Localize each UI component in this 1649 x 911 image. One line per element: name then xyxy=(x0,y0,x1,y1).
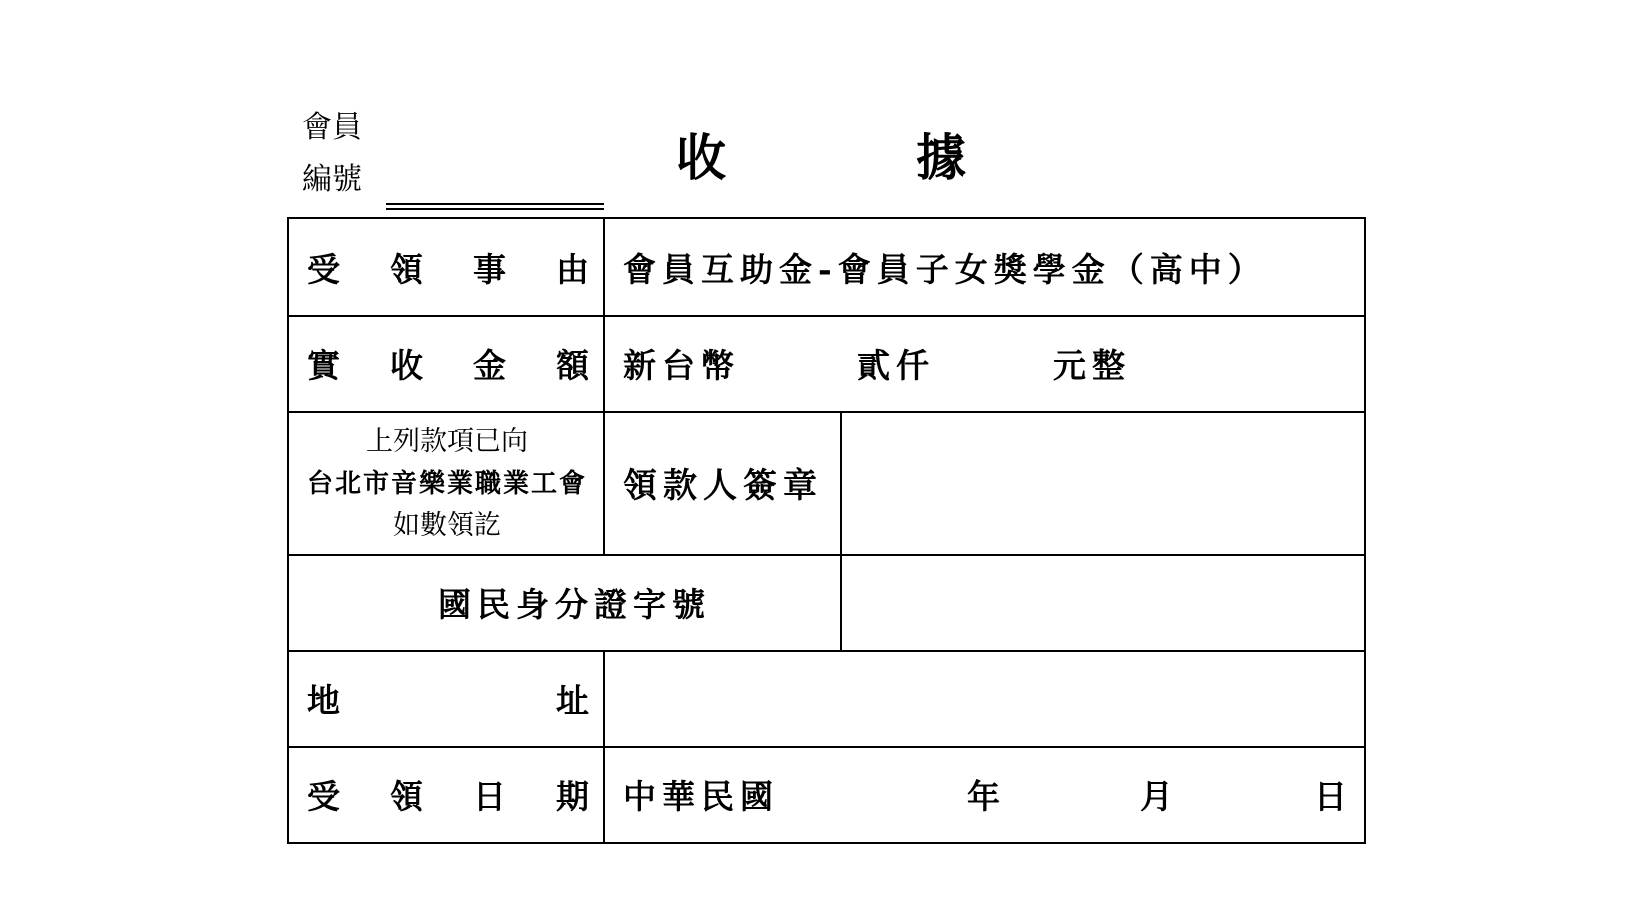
statement-line-1: 上列款項已向 xyxy=(366,425,528,457)
member-number-label xyxy=(302,102,362,206)
reason-label-char: 由 xyxy=(556,249,589,289)
statement-line-2: 台北市音樂業職業工會 xyxy=(306,468,587,499)
reason-value: 會員互助金-會員子女獎學金（高中） xyxy=(623,249,1267,289)
address-label-char: 地 xyxy=(307,680,340,720)
member-label-line2: 編號 xyxy=(302,162,362,197)
receipt-statement xyxy=(291,413,603,554)
date-era: 中華民國 xyxy=(623,776,779,816)
date-month-label: 月 xyxy=(1140,776,1173,816)
amount-label-char: 實 xyxy=(307,345,340,385)
amount-text: 貳仟 xyxy=(857,345,935,385)
member-number-field[interactable] xyxy=(386,203,604,210)
date-label-char: 日 xyxy=(473,776,506,816)
member-label-line1: 會員 xyxy=(302,110,362,145)
receipt-form xyxy=(287,217,1366,844)
date-label-char: 領 xyxy=(390,776,423,816)
amount-unit: 元整 xyxy=(1053,345,1131,385)
amount-currency: 新台幣 xyxy=(623,345,740,385)
id-number-field[interactable] xyxy=(842,556,1362,650)
reason-label-char: 事 xyxy=(473,249,506,289)
date-day-label: 日 xyxy=(1314,776,1347,816)
signature-field[interactable] xyxy=(842,413,1362,554)
title-char-1: 收 xyxy=(676,128,726,187)
signature-label: 領款人簽章 xyxy=(623,466,823,506)
address-label xyxy=(307,650,589,746)
reason-label xyxy=(307,219,589,315)
address-label-char: 址 xyxy=(556,680,589,720)
amount-label xyxy=(307,315,589,411)
statement-line-3: 如數領訖 xyxy=(393,509,501,541)
reason-label-char: 領 xyxy=(390,249,423,289)
date-year-label: 年 xyxy=(967,776,1000,816)
address-field[interactable] xyxy=(605,652,1362,746)
id-number-label: 國民身分證字號 xyxy=(438,584,711,624)
date-label-char: 期 xyxy=(556,776,589,816)
title-char-2: 據 xyxy=(916,128,966,187)
date-label xyxy=(307,746,589,842)
amount-label-char: 額 xyxy=(556,345,589,385)
amount-label-char: 收 xyxy=(390,345,423,385)
date-label-char: 受 xyxy=(307,776,340,816)
receipt-title xyxy=(676,118,966,190)
reason-label-char: 受 xyxy=(307,249,340,289)
amount-label-char: 金 xyxy=(473,345,506,385)
col-divider-main-top xyxy=(603,219,605,554)
